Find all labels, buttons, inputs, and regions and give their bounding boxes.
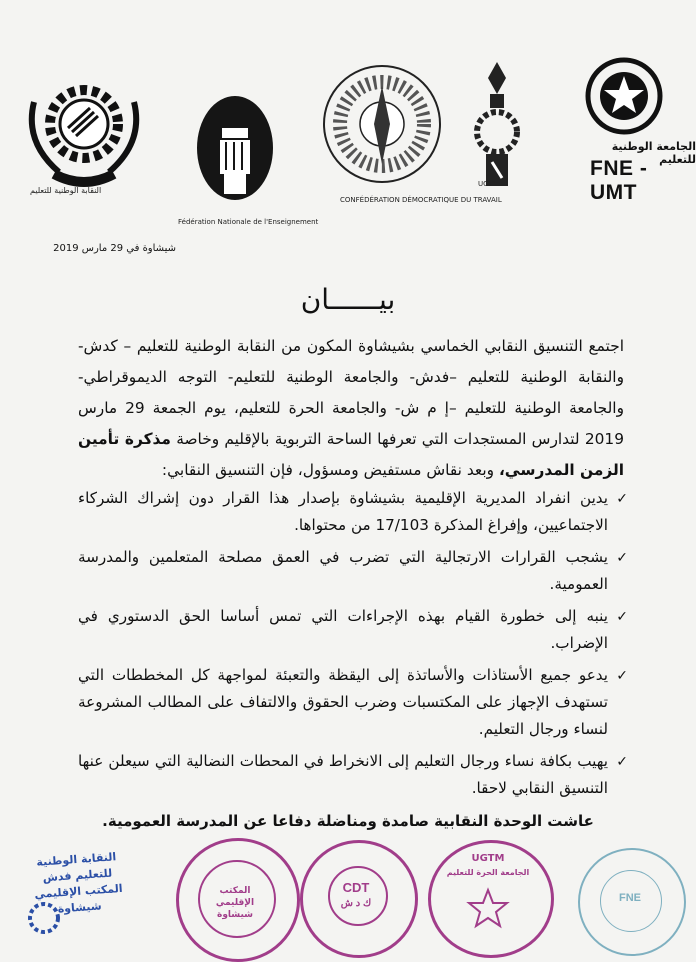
check-icon: ✓ <box>616 491 628 507</box>
fne-arabic-label: الجامعة الوطنية للتعليم <box>611 140 696 166</box>
fist-emblem-logo <box>180 78 290 218</box>
sne-caption: النقابة الوطنية للتعليم <box>30 186 102 195</box>
stamp-ugtm-text: UGTM الجامعة الحرة للتعليم <box>446 853 530 877</box>
document-date: شيشاوة في 29 مارس 2019 <box>53 243 176 254</box>
sne-emblem-logo <box>14 62 154 202</box>
sne-stamp-icon <box>26 900 62 936</box>
intro-paragraph <box>78 331 624 486</box>
cdt-caption: CONFÉDÉRATION DÉMOCRATIQUE DU TRAVAIL <box>340 196 502 204</box>
point-text: يشجب القرارات الارتجالية التي تضرب في العمق مصلحة المتعلمين والمدرسة العمومية. <box>78 548 608 593</box>
list-item <box>78 662 628 743</box>
fnsc-caption: Fédération Nationale de l'Enseignement <box>178 218 319 226</box>
check-icon: ✓ <box>616 609 628 625</box>
intro-part1: اجتمع التنسيق النقابي الخماسي بشيشاوة المكون من النقابة الوطنية للتعليم – كدش- والنقابة الوطنية للتعليم –فدش- والجامعة الوطنية للتعليم- التوجه الديموقراطي- والجامعة الوطنية للتعليم –إ م ش- والجامعة الحرة للتعليم، يوم الجمعة 29 مارس 2019 لتدارس المستجدات التي تعرفها الساحة التربوية بالإقليم وخاصة <box>78 337 625 448</box>
check-icon: ✓ <box>616 754 628 770</box>
ugtm-stamp-star-icon <box>466 886 510 930</box>
check-icon: ✓ <box>616 550 628 566</box>
points-list <box>78 485 628 807</box>
document-title: بيــــــان <box>300 283 396 316</box>
fne-umt-emblem-logo <box>584 50 664 142</box>
ugtm-emblem-logo <box>466 58 528 198</box>
fne-umt-label: FNE - UMT <box>590 157 648 204</box>
check-icon: ✓ <box>616 668 628 684</box>
stamp-fnsc-text: المكتب الإقليمي شيشاوة <box>215 886 255 920</box>
ugtm-caption: UGTM <box>478 180 499 188</box>
list-item <box>78 485 628 539</box>
intro-part2: وبعد نقاش مستفيض ومسؤول، فإن التنسيق النقابي: <box>161 461 495 479</box>
stamp-cdt-text: CDT ك د ش <box>340 880 372 909</box>
list-item <box>78 544 628 598</box>
list-item <box>78 603 628 657</box>
cdt-emblem-logo <box>312 34 452 204</box>
point-text: يهيب بكافة نساء ورجال التعليم إلى الانخراط في المحطات النضالية التي سيعلن عنها التنسيق النقابي لاحقا. <box>78 752 608 797</box>
intro-bold: مذكرة تأمين الزمن المدرسي، <box>78 430 624 479</box>
stamp-sne-fdt: النقابة الوطنية للتعليم فدش المكتب الإقليمي شيشاوة <box>34 850 124 916</box>
point-text: يدين انفراد المديرية الإقليمية بشيشاوة بإصدار هذا القرار دون إشراك الشركاء الاجتماعيين، وإفراغ المذكرة 17/103 من محتواها. <box>78 489 608 534</box>
list-item <box>78 748 628 802</box>
closing-slogan: عاشت الوحدة النقابية صامدة ومناضلة دفاعا عن المدرسة العمومية. <box>102 812 594 830</box>
stamp-fne-text: FNE <box>619 892 641 904</box>
point-text: يدعو جميع الأستاذات والأساتذة إلى اليقظة والتعبئة لمواجهة كل المخططات التي تستهدف الإجهاز على المكتسبات وضرب الحقوق والالتفاف على المطالب المشروعة لنساء ورجال التعليم. <box>78 666 608 738</box>
point-text: ينبه إلى خطورة القيام بهذه الإجراءات التي تمس أساسا الحق الدستوري في الإضراب. <box>78 607 608 652</box>
